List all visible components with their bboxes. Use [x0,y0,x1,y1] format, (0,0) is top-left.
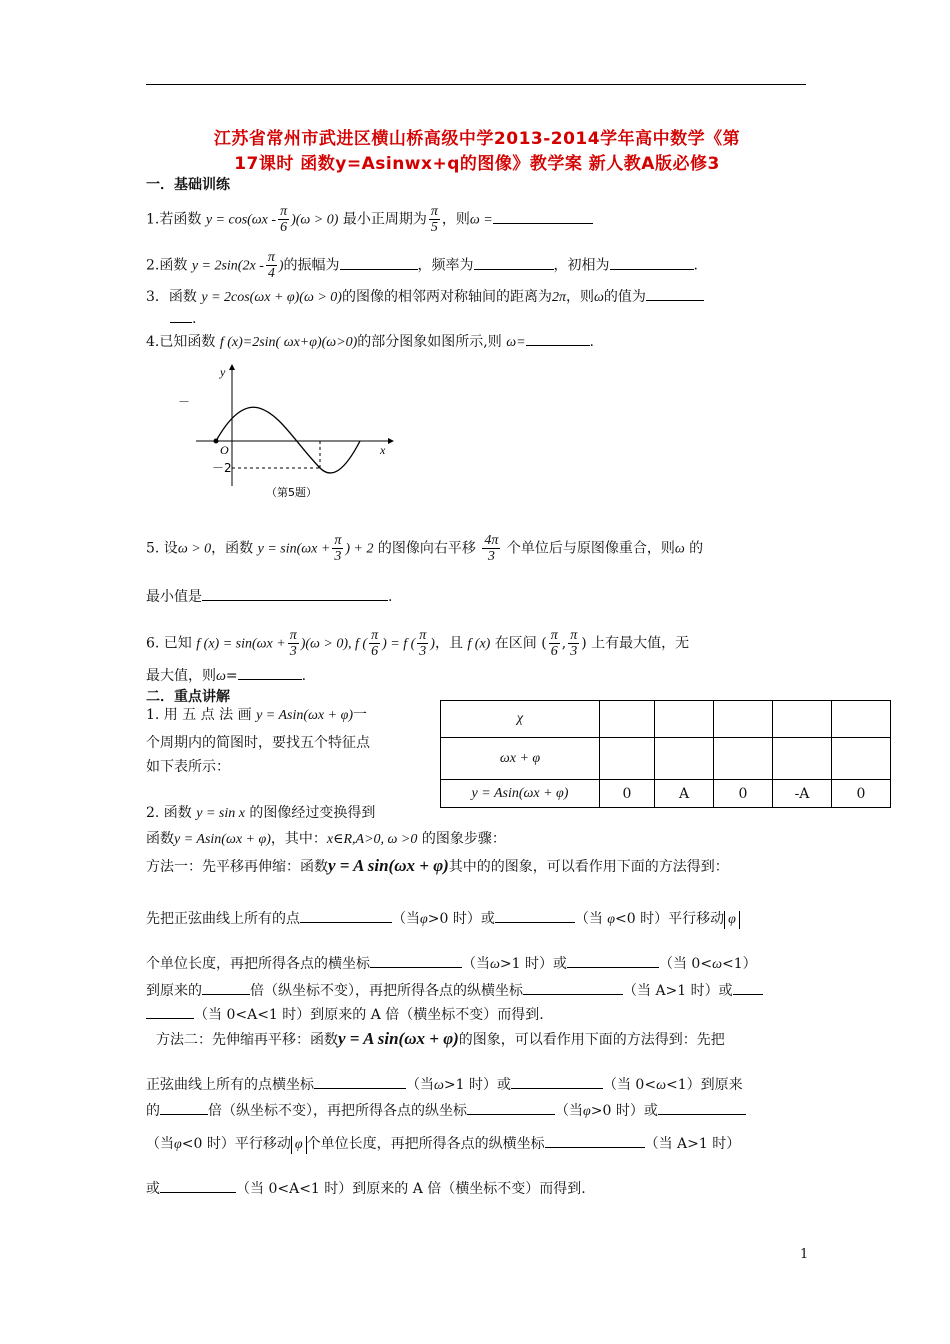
answer-blank [733,982,763,995]
figure-caption: （第5题） [266,486,317,499]
question-1: 1.若函数 y = cos(ωx - $\frac{\pi}{6}$ )(ω > 0) 最小正周期为 $\frac{\pi}{5}$ ，则ω = [146,204,593,235]
sine-curve [216,407,360,473]
zero-point [214,439,219,444]
method1-line2: 先把正弦曲线上所有的点 （当φ>0 时）或 （当 φ<0 时）平行移动 φ [146,910,740,929]
table-cell [832,738,891,780]
answer-blank [160,1180,236,1193]
answer-blank [545,1135,645,1148]
point-2-line1: 2. 函数 y = sin x 的图像经过变换得到 [146,805,376,821]
method1-line3: 个单位长度，再把所得各点的横坐标 （当ω>1 时）或 （当 0<ω<1） [146,956,757,972]
table-cell: A [655,780,714,808]
method2-line1: 方法二：先伸缩再平移：函数y = A sin(ωx + φ)的图象，可以看作用下面的方法得到：先把 [156,1029,725,1048]
answer-blank [495,910,575,923]
table-cell [714,701,773,738]
x-label: x [380,443,386,457]
table-row-label: ωx + φ [441,738,600,780]
x-axis-arrow-icon [388,438,394,444]
answer-blank [474,257,554,270]
answer-blank [314,1076,406,1089]
answer-blank [511,1076,603,1089]
table-cell [832,701,891,738]
table-cell: 0 [714,780,773,808]
title-line-2: 17课时 函数y=Asinwx+q的图像》教学案 新人教A版必修3 [234,154,720,174]
page-number: 1 [800,1247,809,1262]
answer-blank [467,1102,555,1115]
method2-line2: 正弦曲线上所有的点横坐标 （当ω>1 时）或 （当 0<ω<1）到原来 [146,1077,743,1093]
table-cell [655,738,714,780]
y-label: y [220,365,226,379]
method1-line5: （当 0<A<1 时）到原来的 A 倍（横坐标不变）而得到. [146,1006,544,1024]
table-row-label: y = Asin(ωx + φ) [441,780,600,808]
table-cell [600,701,655,738]
answer-blank [160,1102,208,1115]
question-4: 4.已知函数 f (x)=2sin( ωx+φ)(ω>0)的部分图象如图所示,则 ω= . [146,334,594,350]
section1-heading: 一．基础训练 [146,177,230,193]
answer-blank [567,955,659,968]
table-cell: -A [773,780,832,808]
method1-line4: 到原来的 倍（纵坐标不变），再把所得各点的纵横坐标 （当 A>1 时）或 [146,982,763,1000]
header-rule [146,84,806,85]
table-cell [714,738,773,780]
answer-blank [146,1006,194,1019]
question-3: 3．函数 y = 2cos(ωx + φ)(ω > 0)的图像的相邻两对称轴间的距离为2π，则ω的值为 [146,288,704,307]
answer-blank [646,288,704,301]
answer-blank [493,211,593,224]
table-cell [655,701,714,738]
sine-graph-figure [170,360,400,505]
table-row-label: χ [441,701,600,738]
question-5-line2: 最小值是 . [146,589,393,605]
method2-line4: （当φ<0 时）平行移动 φ 个单位长度，再把所得各点的纵横坐标 （当 A>1 时） [146,1136,741,1152]
answer-blank [370,955,462,968]
origin-label: O [220,443,229,457]
section2-heading: 二．重点讲解 [146,689,230,705]
answer-blank [300,910,392,923]
table-cell: 0 [832,780,891,808]
answer-blank [523,982,623,995]
question-3-cont: . [170,310,196,328]
answer-blank [202,982,250,995]
five-point-table [440,700,891,808]
method2-line5: 或 （当 0<A<1 时）到原来的 A 倍（横坐标不变）而得到. [146,1181,586,1197]
answer-blank [526,333,590,346]
answer-blank [340,257,418,270]
method1-line1: 方法一：先平移再伸缩：函数y = A sin(ωx + φ)其中的的图象，可以看作用下面的方法得到： [146,856,729,875]
table-cell [773,738,832,780]
point-2-line2: 函数y = Asin(ωx + φ)，其中：x∈R,A>0, ω >0 的图象步骤： [146,831,506,847]
answer-blank [238,667,302,680]
question-6: 6. 已知 f (x) = sin(ωx + $\frac{\pi}{3}$ )(ω > 0), f ( $\frac{\pi}{6}$ ) = f ( $\frac{\pi}{3}$ )，且 f (x) 在区间 ( $\frac{\pi}{6}$ , $\frac{\pi}{3}$ ) 上有最大值，无 [146,628,690,659]
neg-2-label: －2 [212,461,232,475]
question-2: 2.函数 y = 2sin(2x - $\frac{\pi}{4}$ )的振幅为 ，频率为 ，初相为 . [146,250,698,281]
answer-blank [170,310,192,323]
question-5: 5. 设ω > 0，函数 y = sin(ωx + $\frac{\pi}{3}$ ) + 2 的图像向右平移 $\frac{4\pi}{3}$ 个单位后与原图像重合，则ω 的 [146,533,704,564]
answer-blank [610,257,694,270]
title-line-1: 江苏省常州市武进区横山桥高级中学2013-2014学年高中数学《第 [213,129,741,149]
table-cell [600,738,655,780]
pos-tick-label: － [178,395,191,409]
answer-blank [202,588,388,601]
table-cell: 0 [600,780,655,808]
point-1-line1: 1. 用 五 点 法 画 y = Asin(ωx + φ)一 [146,707,367,723]
method2-line3: 的 倍（纵坐标不变），再把所得各点的纵坐标 （当φ>0 时）或 [146,1102,746,1121]
point-1-line2: 个周期内的简图时，要找五个特征点 [146,735,370,751]
point-1-line3: 如下表所示： [146,759,230,775]
answer-blank [658,1102,746,1115]
table-cell [773,701,832,738]
question-6-line2: 最大值，则ω= . [146,668,307,684]
y-axis-arrow-icon [229,364,235,370]
